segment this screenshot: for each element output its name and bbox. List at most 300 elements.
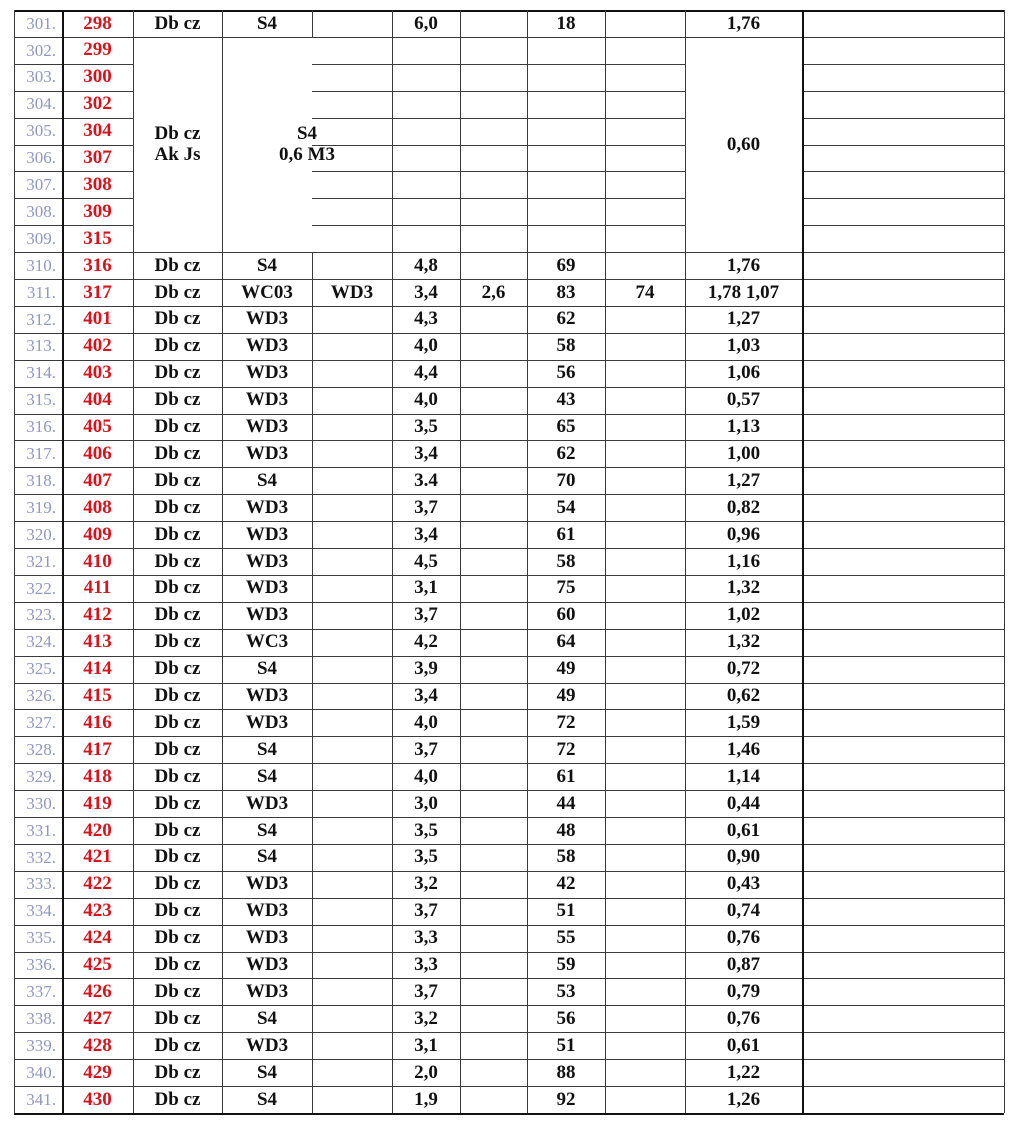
- col-g-cell: [605, 548, 685, 575]
- col-g-cell: [605, 683, 685, 710]
- col-a-cell: Db cz: [154, 738, 201, 760]
- col-h-cell: 1,14: [726, 765, 761, 787]
- col-e-cell: [460, 360, 527, 387]
- row-index: 330.: [26, 793, 56, 813]
- sample-number: 401: [83, 308, 112, 330]
- row-index: 323.: [26, 605, 56, 625]
- col-h-cell: 0,76: [726, 927, 761, 949]
- col-f-cell: 56: [556, 1007, 576, 1029]
- col-h-cell: 0,74: [726, 900, 761, 922]
- column-divider: [1004, 10, 1005, 1113]
- col-f-cell: 18: [556, 12, 576, 34]
- col-a-cell: Db cz: [154, 1061, 201, 1083]
- col-a-cell: Db cz: [154, 1007, 201, 1029]
- col-a-cell: Db cz: [154, 281, 201, 303]
- col-e-cell: [460, 440, 527, 467]
- col-e-cell: [460, 790, 527, 817]
- col-b-cell: WD3: [245, 496, 289, 518]
- col-d-cell: 3,1: [414, 577, 438, 599]
- col-f-cell: 69: [556, 254, 576, 276]
- col-h-cell: 1,13: [726, 416, 761, 438]
- col-c-cell: [312, 521, 392, 548]
- col-a-cell: Db cz: [154, 658, 201, 680]
- row-index: 318.: [26, 470, 56, 490]
- col-d-cell: 3,7: [414, 738, 438, 760]
- col-d-cell: 3,4: [414, 442, 438, 464]
- col-a-cell: Db cz: [154, 980, 201, 1002]
- col-a-cell: Db cz: [154, 900, 201, 922]
- col-b-cell: S4: [256, 1007, 278, 1029]
- col-f-cell: [527, 145, 605, 172]
- col-e-cell: [460, 37, 527, 64]
- col-e-cell: [460, 145, 527, 172]
- col-f-cell: 64: [556, 631, 576, 653]
- sample-number: 410: [83, 550, 112, 572]
- col-c-cell: [312, 790, 392, 817]
- col-c-cell: [312, 360, 392, 387]
- col-f-cell: 43: [556, 389, 576, 411]
- col-d-cell: 3,5: [414, 416, 438, 438]
- col-e-cell: [460, 64, 527, 91]
- col-h-cell: 1,02: [726, 604, 761, 626]
- col-e-cell: [460, 198, 527, 225]
- row-index: 331.: [26, 820, 56, 840]
- col-g-cell: [605, 1032, 685, 1059]
- col-f-cell: 61: [556, 523, 576, 545]
- col-h-cell: 0,76: [726, 1007, 761, 1029]
- col-f-cell: 44: [556, 792, 576, 814]
- col-h-cell: 1,59: [726, 711, 761, 733]
- col-a-cell: Db cz: [154, 1034, 201, 1056]
- col-e-cell: [460, 10, 527, 37]
- row-divider: [14, 1113, 1004, 1115]
- col-a-cell: Db cz: [154, 442, 201, 464]
- sample-number: 406: [83, 442, 112, 464]
- col-c-cell: [312, 440, 392, 467]
- col-b-cell: WD3: [245, 604, 289, 626]
- col-a-cell: Db cz: [154, 631, 201, 653]
- col-h-cell: 1,46: [726, 738, 761, 760]
- col-e-cell: [460, 333, 527, 360]
- sample-number: 307: [83, 147, 112, 169]
- col-b-cell: WD3: [245, 980, 289, 1002]
- sample-number: 421: [83, 846, 112, 868]
- row-index: 336.: [26, 955, 56, 975]
- sample-number: 408: [83, 496, 112, 518]
- row-index: 311.: [26, 282, 56, 302]
- col-f-cell: 58: [556, 550, 576, 572]
- sample-number: 415: [83, 685, 112, 707]
- col-e-cell: [460, 602, 527, 629]
- row-index: 340.: [26, 1062, 56, 1082]
- sample-number: 418: [83, 765, 112, 787]
- col-a-cell: Db cz: [154, 765, 201, 787]
- col-c-cell: [312, 978, 392, 1005]
- col-h-cell: 1,00: [726, 442, 761, 464]
- col-b-cell: S4: [256, 254, 278, 276]
- col-g-cell: [605, 64, 685, 91]
- col-f-cell: 49: [556, 658, 576, 680]
- col-e-cell: [460, 817, 527, 844]
- col-a-cell: Db cz: [154, 308, 201, 330]
- col-g-cell: [605, 817, 685, 844]
- col-a-cell: Db cz: [154, 792, 201, 814]
- col-f-cell: 62: [556, 308, 576, 330]
- col-h-cell: 0,57: [726, 389, 761, 411]
- col-f-cell: [527, 64, 605, 91]
- row-index: 302.: [26, 40, 56, 60]
- col-d-cell: [392, 145, 460, 172]
- merged-col-bc-cell: S4 0,6 M3: [279, 122, 335, 166]
- col-h-cell: 1,27: [726, 308, 761, 330]
- col-f-cell: 58: [556, 846, 576, 868]
- col-e-cell: [460, 1005, 527, 1032]
- col-e-cell: [460, 871, 527, 898]
- col-f-cell: 42: [556, 873, 576, 895]
- sample-number: 417: [83, 738, 112, 760]
- row-index: 301.: [26, 13, 56, 33]
- col-b-cell: S4: [256, 12, 278, 34]
- col-e-cell: [460, 656, 527, 683]
- col-c-cell: [312, 656, 392, 683]
- sample-number: 405: [83, 416, 112, 438]
- col-c-cell: [312, 1032, 392, 1059]
- col-c-cell: [312, 629, 392, 656]
- col-h-cell: 1,16: [726, 550, 761, 572]
- col-d-cell: 4,0: [414, 335, 438, 357]
- col-d-cell: 3,2: [414, 873, 438, 895]
- col-d-cell: 2,0: [414, 1061, 438, 1083]
- col-c-cell: [312, 602, 392, 629]
- col-h-cell: 0,61: [726, 1034, 761, 1056]
- col-e-cell: [460, 387, 527, 414]
- col-d-cell: 3,1: [414, 1034, 438, 1056]
- row-index: 324.: [26, 632, 56, 652]
- row-index: 305.: [26, 121, 56, 141]
- row-index: 316.: [26, 417, 56, 437]
- col-d-cell: 4,0: [414, 389, 438, 411]
- col-g-cell: [605, 387, 685, 414]
- col-f-cell: 53: [556, 980, 576, 1002]
- col-c-cell: [312, 387, 392, 414]
- col-a-cell: Db cz: [154, 577, 201, 599]
- col-h-cell: 0,96: [726, 523, 761, 545]
- row-index: 334.: [26, 901, 56, 921]
- sample-number: 428: [83, 1034, 112, 1056]
- col-h-cell: 0,82: [726, 496, 761, 518]
- col-b-cell: WD3: [245, 523, 289, 545]
- row-index: 303.: [26, 67, 56, 87]
- col-f-cell: [527, 171, 605, 198]
- col-g-cell: [605, 252, 685, 279]
- col-h-cell: 0,72: [726, 658, 761, 680]
- row-index: 333.: [26, 874, 56, 894]
- row-index: 337.: [26, 982, 56, 1002]
- sample-number: 425: [83, 954, 112, 976]
- col-e-cell: [460, 225, 527, 252]
- sample-number: 416: [83, 711, 112, 733]
- col-b-cell: WD3: [245, 389, 289, 411]
- col-e-cell: [460, 898, 527, 925]
- col-d-cell: 3,9: [414, 658, 438, 680]
- col-c-cell: [312, 898, 392, 925]
- col-e-cell: [460, 494, 527, 521]
- col-f-cell: [527, 118, 605, 145]
- col-f-cell: 51: [556, 1034, 576, 1056]
- row-index: 328.: [26, 739, 56, 759]
- sample-number: 427: [83, 1007, 112, 1029]
- col-h-cell: 1,32: [726, 577, 761, 599]
- col-f-cell: 75: [556, 577, 576, 599]
- col-d-cell: 3,0: [414, 792, 438, 814]
- merged-col-h-cell: 0,60: [726, 133, 761, 155]
- col-f-cell: 83: [556, 281, 576, 303]
- col-g-cell: [605, 1059, 685, 1086]
- col-g-cell: [605, 521, 685, 548]
- row-index: 338.: [26, 1008, 56, 1028]
- col-h-cell: 1,27: [726, 469, 761, 491]
- col-h-cell: 1,32: [726, 631, 761, 653]
- col-d-cell: 4,2: [414, 631, 438, 653]
- col-g-cell: [605, 171, 685, 198]
- row-index: 339.: [26, 1035, 56, 1055]
- col-g-cell: [605, 736, 685, 763]
- col-e-cell: [460, 252, 527, 279]
- col-a-cell: Db cz: [154, 496, 201, 518]
- row-divider: [802, 145, 1004, 146]
- col-e-cell: [460, 467, 527, 494]
- col-g-cell: [605, 898, 685, 925]
- col-h-cell: 0,90: [726, 846, 761, 868]
- sample-number: 300: [83, 66, 112, 88]
- col-h-cell: 0,43: [726, 873, 761, 895]
- col-f-cell: 60: [556, 604, 576, 626]
- col-e-cell: [460, 306, 527, 333]
- col-b-cell: S4: [256, 1061, 278, 1083]
- col-f-cell: 58: [556, 335, 576, 357]
- col-a-cell: Db cz: [154, 819, 201, 841]
- col-b-cell: S4: [256, 819, 278, 841]
- row-divider: [802, 171, 1004, 172]
- col-d-cell: 4,3: [414, 308, 438, 330]
- sample-number: 414: [83, 658, 112, 680]
- col-f-cell: 48: [556, 819, 576, 841]
- col-f-cell: 70: [556, 469, 576, 491]
- merged-col-a-cell: Db cz Ak Js: [154, 122, 201, 166]
- col-a-cell: Db cz: [154, 523, 201, 545]
- col-d-cell: 4,0: [414, 711, 438, 733]
- col-d-cell: [392, 91, 460, 118]
- col-e-cell: 2,6: [481, 281, 506, 303]
- col-c-cell: [312, 333, 392, 360]
- col-b-cell: WC03: [241, 281, 293, 303]
- col-g-cell: [605, 10, 685, 37]
- col-f-cell: 92: [556, 1088, 576, 1110]
- col-b-cell: WD3: [245, 873, 289, 895]
- col-g-cell: [605, 790, 685, 817]
- col-e-cell: [460, 683, 527, 710]
- col-h-cell: 1,03: [726, 335, 761, 357]
- row-index: 341.: [26, 1089, 56, 1109]
- col-d-cell: 3,7: [414, 496, 438, 518]
- col-b-cell: S4: [256, 469, 278, 491]
- col-a-cell: Db cz: [154, 389, 201, 411]
- col-g-cell: [605, 306, 685, 333]
- col-a-cell: Db cz: [154, 604, 201, 626]
- col-c-cell: [312, 1086, 392, 1113]
- col-h-cell: 1,06: [726, 362, 761, 384]
- col-d-cell: 1,9: [414, 1088, 438, 1110]
- sample-number: 304: [83, 120, 112, 142]
- col-e-cell: [460, 521, 527, 548]
- col-d-cell: 3,3: [414, 927, 438, 949]
- col-a-cell: Db cz: [154, 846, 201, 868]
- col-c-cell: [312, 763, 392, 790]
- col-b-cell: S4: [256, 658, 278, 680]
- sample-number: 420: [83, 819, 112, 841]
- col-b-cell: S4: [256, 765, 278, 787]
- col-b-cell: WD3: [245, 416, 289, 438]
- row-index: 327.: [26, 713, 56, 733]
- col-f-cell: 59: [556, 954, 576, 976]
- col-d-cell: 3,4: [414, 523, 438, 545]
- col-g-cell: [605, 709, 685, 736]
- row-divider: [802, 91, 1004, 92]
- col-b-cell: WD3: [245, 550, 289, 572]
- col-b-cell: WD3: [245, 927, 289, 949]
- col-e-cell: [460, 629, 527, 656]
- row-divider: [802, 118, 1004, 119]
- col-e-cell: [460, 844, 527, 871]
- col-f-cell: 51: [556, 900, 576, 922]
- col-d-cell: [392, 118, 460, 145]
- row-index: 309.: [26, 228, 56, 248]
- col-g-cell: [605, 414, 685, 441]
- col-d-cell: 3,7: [414, 980, 438, 1002]
- sample-number: 409: [83, 523, 112, 545]
- col-d-cell: [392, 171, 460, 198]
- col-g-cell: [605, 656, 685, 683]
- column-divider: [802, 10, 804, 1113]
- col-e-cell: [460, 1032, 527, 1059]
- col-c-cell: [312, 1005, 392, 1032]
- sample-number: 404: [83, 389, 112, 411]
- row-index: 325.: [26, 659, 56, 679]
- col-c-cell: [312, 414, 392, 441]
- sample-number: 413: [83, 631, 112, 653]
- row-index: 322.: [26, 578, 56, 598]
- col-a-cell: Db cz: [154, 711, 201, 733]
- col-f-cell: [527, 91, 605, 118]
- col-b-cell: WD3: [245, 711, 289, 733]
- col-e-cell: [460, 736, 527, 763]
- col-h-cell: 1,76: [726, 254, 761, 276]
- col-f-cell: [527, 37, 605, 64]
- sample-number: 426: [83, 980, 112, 1002]
- col-c-cell: [312, 548, 392, 575]
- col-g-cell: [605, 333, 685, 360]
- col-g-cell: [605, 844, 685, 871]
- col-d-cell: 4,4: [414, 362, 438, 384]
- col-b-cell: S4: [256, 1088, 278, 1110]
- sample-number: 419: [83, 792, 112, 814]
- row-divider: [802, 198, 1004, 199]
- col-b-cell: WD3: [245, 577, 289, 599]
- sample-number: 422: [83, 873, 112, 895]
- col-c-cell: [312, 925, 392, 952]
- col-e-cell: [460, 548, 527, 575]
- col-g-cell: [605, 145, 685, 172]
- col-h-cell: 0,61: [726, 819, 761, 841]
- row-index: 315.: [26, 390, 56, 410]
- col-d-cell: 3,4: [414, 281, 438, 303]
- col-b-cell: WD3: [245, 685, 289, 707]
- col-e-cell: [460, 952, 527, 979]
- col-a-cell: Db cz: [154, 1088, 201, 1110]
- col-g-cell: [605, 925, 685, 952]
- col-g-cell: [605, 978, 685, 1005]
- col-f-cell: 72: [556, 738, 576, 760]
- col-b-cell: WD3: [245, 362, 289, 384]
- sample-number: 302: [83, 93, 112, 115]
- col-b-cell: WD3: [245, 308, 289, 330]
- col-c-cell: [312, 709, 392, 736]
- col-c-cell: [312, 494, 392, 521]
- col-e-cell: [460, 1059, 527, 1086]
- sample-number: 298: [83, 12, 112, 34]
- col-h-cell: 1,78 1,07: [707, 281, 780, 303]
- sample-number: 299: [83, 39, 112, 61]
- col-f-cell: 88: [556, 1061, 576, 1083]
- col-c-cell: [312, 306, 392, 333]
- col-h-cell: 0,79: [726, 980, 761, 1002]
- col-g-cell: [605, 225, 685, 252]
- sample-number: 309: [83, 200, 112, 222]
- col-a-cell: Db cz: [154, 927, 201, 949]
- col-g-cell: [605, 467, 685, 494]
- row-index: 312.: [26, 309, 56, 329]
- row-index: 314.: [26, 363, 56, 383]
- sample-number: 402: [83, 335, 112, 357]
- col-e-cell: [460, 978, 527, 1005]
- col-b-cell: WD3: [245, 954, 289, 976]
- row-index: 313.: [26, 336, 56, 356]
- col-g-cell: [605, 602, 685, 629]
- col-c-cell: [312, 844, 392, 871]
- col-c-cell: [312, 817, 392, 844]
- sample-number: 315: [83, 227, 112, 249]
- row-divider: [802, 64, 1004, 65]
- col-a-cell: Db cz: [154, 685, 201, 707]
- col-g-cell: [605, 360, 685, 387]
- col-d-cell: 3.4: [414, 469, 438, 491]
- col-d-cell: [392, 64, 460, 91]
- col-e-cell: [460, 118, 527, 145]
- sample-number: 423: [83, 900, 112, 922]
- row-index: 319.: [26, 497, 56, 517]
- row-divider: [802, 225, 1004, 226]
- col-e-cell: [460, 709, 527, 736]
- col-g-cell: [605, 763, 685, 790]
- col-e-cell: [460, 414, 527, 441]
- col-g-cell: [605, 37, 685, 64]
- col-d-cell: 3,5: [414, 846, 438, 868]
- col-d-cell: 3,4: [414, 685, 438, 707]
- sample-number: 412: [83, 604, 112, 626]
- col-d-cell: 3,7: [414, 604, 438, 626]
- col-d-cell: 6,0: [414, 12, 438, 34]
- row-index: 332.: [26, 847, 56, 867]
